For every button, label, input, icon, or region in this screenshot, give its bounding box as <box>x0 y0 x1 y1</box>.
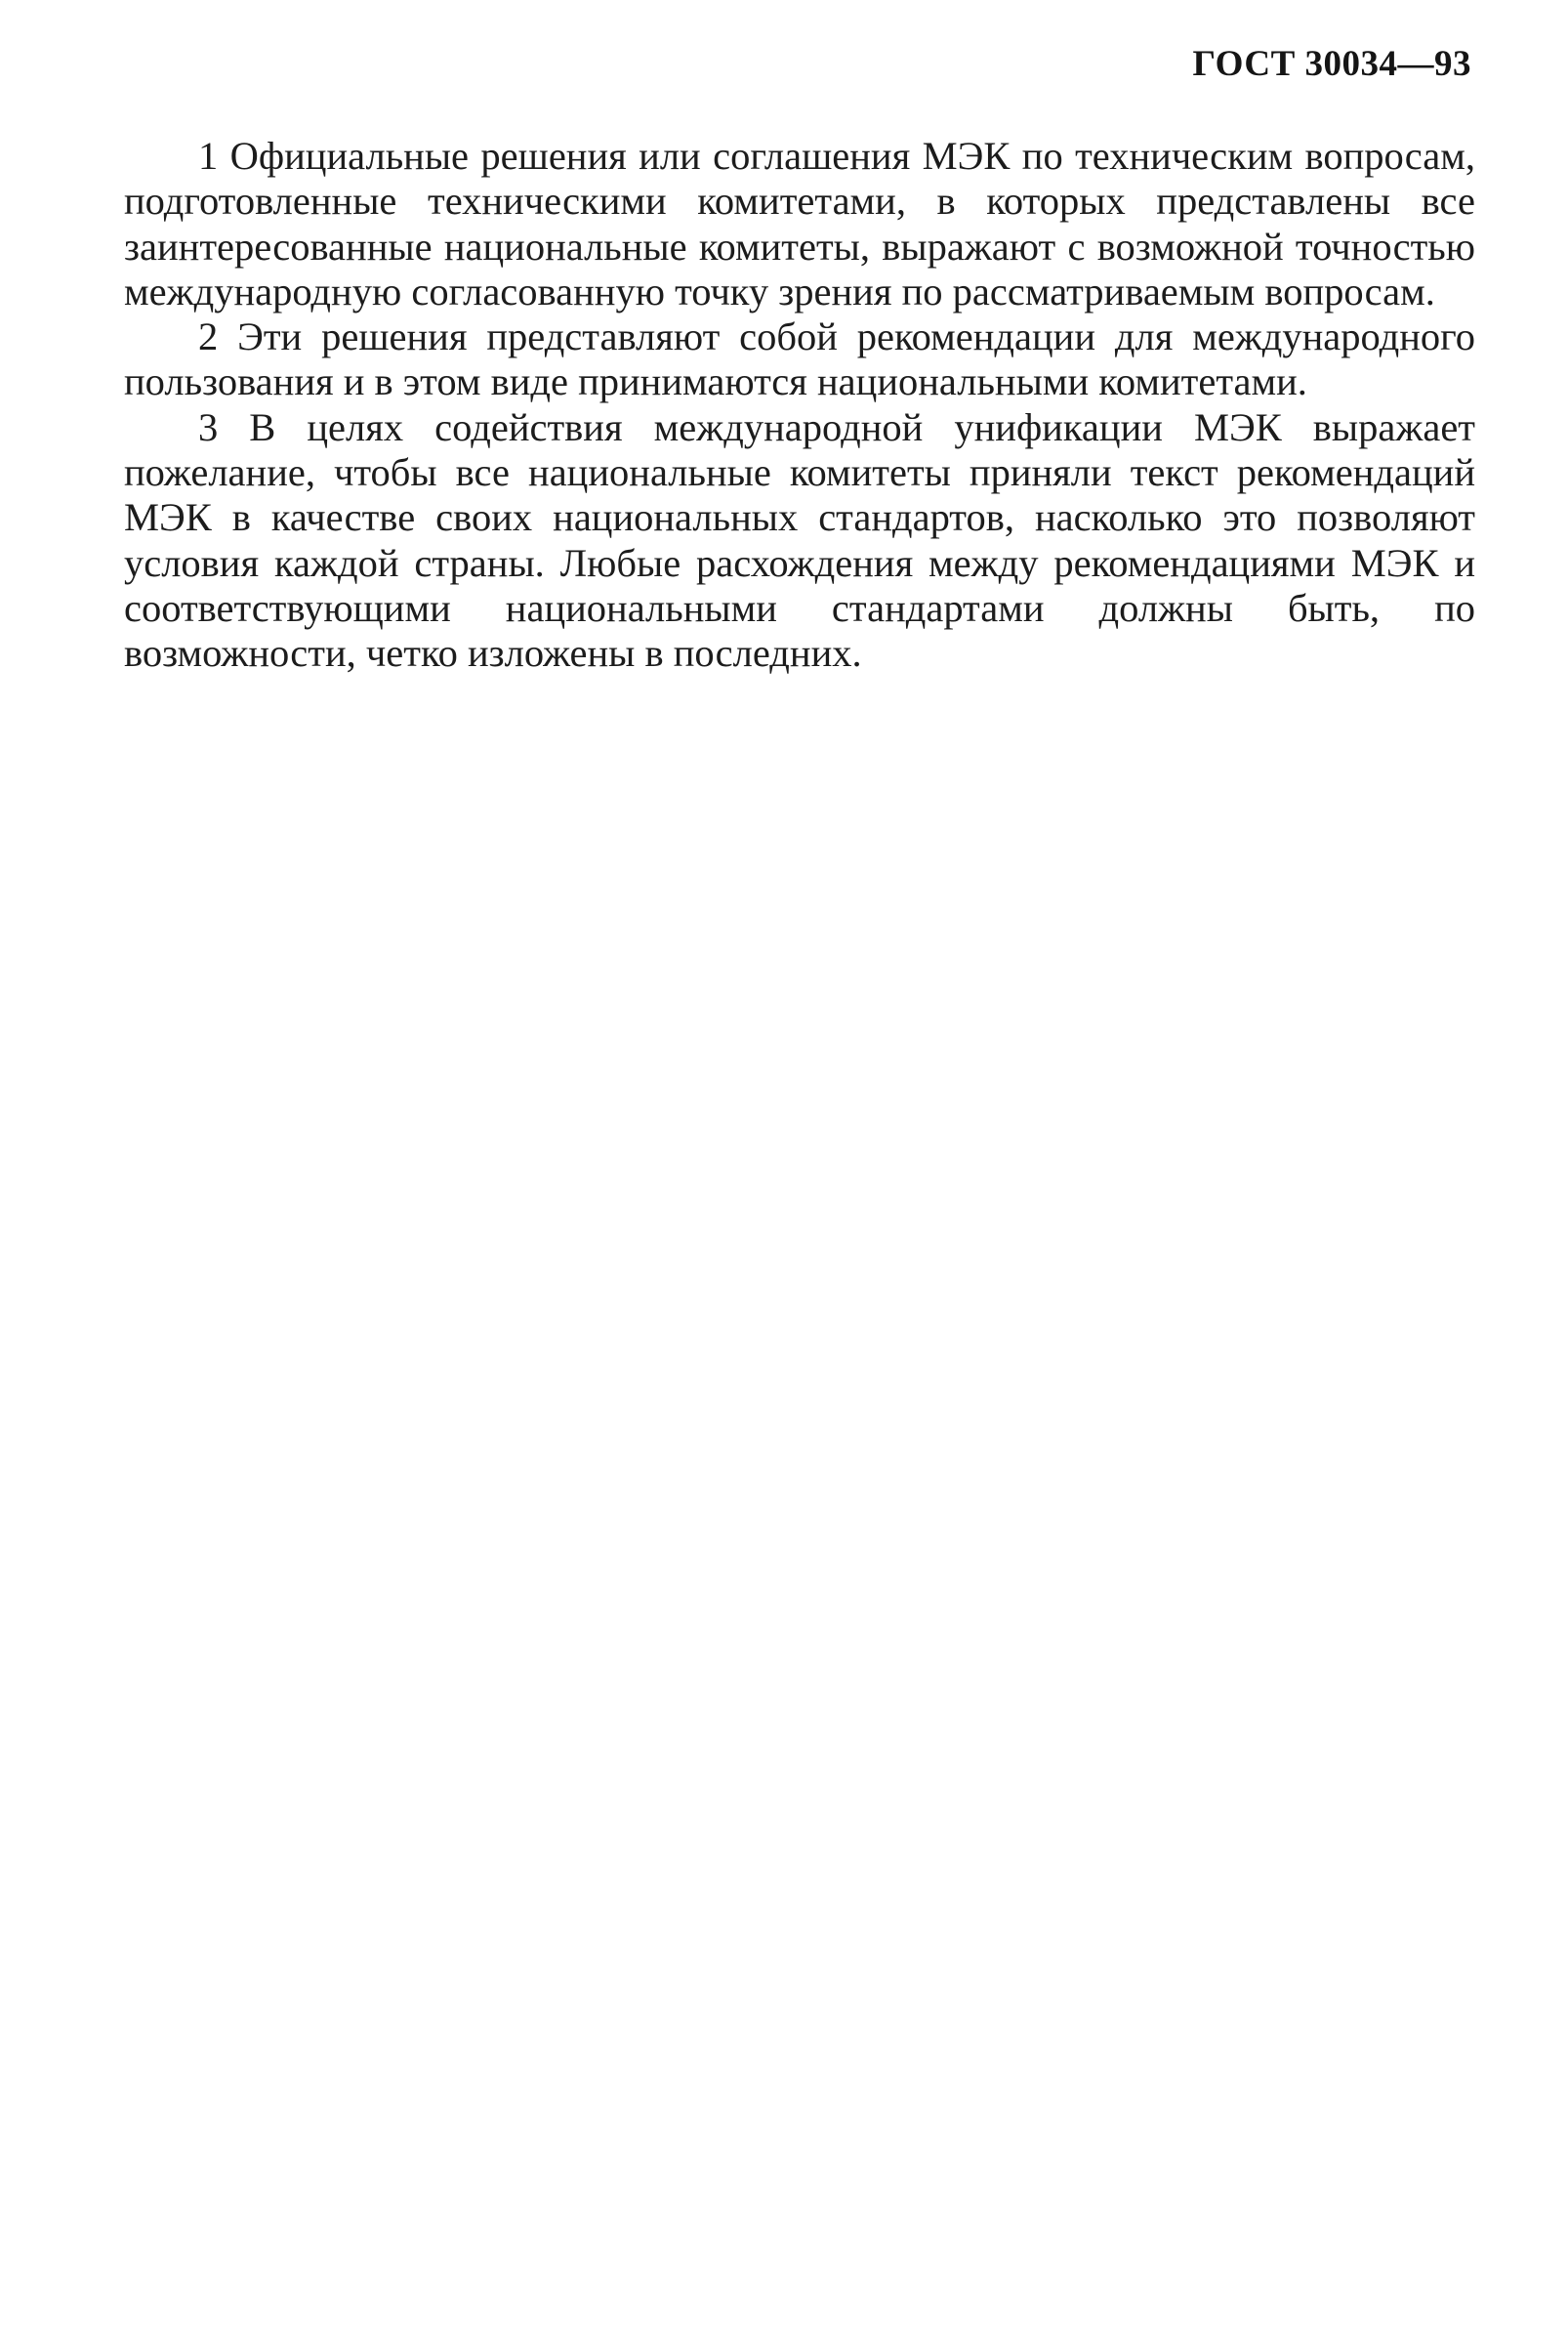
paragraph-1: 1 Официальные решения или соглашения МЭК по техническим вопросам, подготовленные техническими комитетами, в которых представлены все заинтересованные национальные комитеты, выражают с возможной точностью международную согласованную точку зрения по рассматриваемым вопросам. <box>124 134 1475 314</box>
page-header-standard-number: ГОСТ 30034—93 <box>1192 44 1471 84</box>
body-text <box>124 134 1475 677</box>
paragraph-2: 2 Эти решения представляют собой рекомендации для международного пользования и в этом виде принимаются национальными комитетами. <box>124 314 1475 404</box>
paragraph-3: 3 В целях содействия международной унификации МЭК выражает пожелание, чтобы все национальные комитеты приняли текст рекомендаций МЭК в качестве своих национальных стандартов, насколько это позволяют условия каждой страны. Любые расхождения между рекомендациями МЭК и соответствующими национальными стандартами должны быть, по возможности, четко изложены в последних. <box>124 404 1475 676</box>
